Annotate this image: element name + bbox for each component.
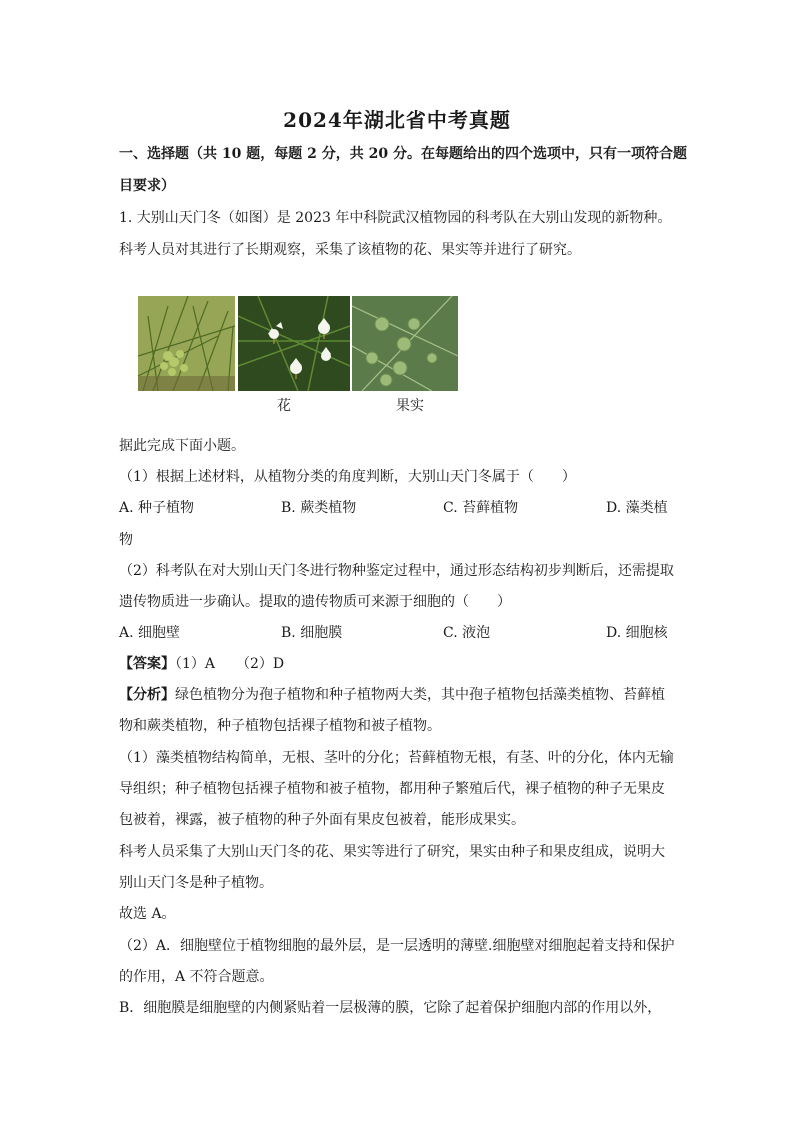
option-d: D. 藻类植 xyxy=(606,500,668,516)
section-heading: 一、选择题（共 10 题，每题 2 分，共 20 分。在每题给出的四个选项中，只有一项符合题 xyxy=(119,146,687,162)
option-c: C. 苔藓植物 xyxy=(443,500,519,516)
option-a: A. 细胞壁 xyxy=(119,625,181,641)
fruit-caption: 果实 xyxy=(396,398,424,414)
explain-paragraph: 包被着，裸露，被子植物的种子外面有果皮包被着，能形成果实。 xyxy=(119,812,525,828)
page-title: 2024年湖北省中考真题 xyxy=(283,108,511,132)
answer-line xyxy=(119,654,679,674)
plant-habit-photo xyxy=(138,296,235,391)
analysis-tag: 【分析】 xyxy=(119,687,175,703)
explain-paragraph: 科考人员采集了大别山天门冬的花、果实等进行了研究，果实由种子和果皮组成，说明大 xyxy=(119,844,665,860)
option-b: B. 细胞膜 xyxy=(281,625,343,641)
explain-paragraph: B．细胞膜是细胞壁的内侧紧贴着一层极薄的膜，它除了起着保护细胞内部的作用以外， xyxy=(119,1000,662,1016)
conclusion-text: 故选 A。 xyxy=(119,906,176,922)
analysis-line xyxy=(119,685,679,705)
explain-paragraph: （1）藻类植物结构简单，无根、茎叶的分化；苔藓植物无根，有茎、叶的分化，体内无输 xyxy=(119,750,674,766)
option-d: D. 细胞核 xyxy=(606,625,668,641)
flower-caption: 花 xyxy=(277,398,291,414)
option-d-wrap: 物 xyxy=(119,532,133,548)
flower-photo xyxy=(238,296,350,391)
question-1-stem-cont: 科考人员对其进行了长期观察，采集了该植物的花、果实等并进行了研究。 xyxy=(119,242,581,258)
answer-tag: 【答案】 xyxy=(119,656,175,672)
option-a: A. 种子植物 xyxy=(119,500,195,516)
explain-paragraph: 的作用，A 不符合题意。 xyxy=(119,969,274,985)
sub-question-2-cont: 遗传物质进一步确认。提取的遗传物质可来源于细胞的（ ） xyxy=(119,594,511,610)
question-1-stem: 1. 大别山天门冬（如图）是 2023 年中科院武汉植物园的科考队在大别山发现的新物种。 xyxy=(119,210,672,226)
explain-paragraph: 别山天门冬是种子植物。 xyxy=(119,875,273,891)
sub-question-2: （2）科考队在对大别山天门冬进行物种鉴定过程中，通过形态结构初步判断后，还需提取 xyxy=(119,563,674,579)
fruit-photo xyxy=(352,296,458,391)
section-heading-cont: 目要求） xyxy=(119,178,175,194)
plant-figure xyxy=(138,296,458,391)
sub-question-1: （1）根据上述材料，从植物分类的角度判断，大别山天门冬属于（ ） xyxy=(119,469,576,485)
explain-paragraph: 导组织；种子植物包括裸子植物和被子植物，都用种子繁殖后代，裸子植物的种子无果皮 xyxy=(119,781,665,797)
answer-text: （1）A （2）D xyxy=(175,656,285,672)
analysis-text: 绿色植物分为孢子植物和种子植物两大类，其中孢子植物包括藻类植物、苔藓植 xyxy=(175,687,665,703)
option-c: C. 液泡 xyxy=(443,625,491,641)
explain-paragraph: （2）A．细胞壁位于植物细胞的最外层，是一层透明的薄壁.细胞壁对细胞起着支持和保护 xyxy=(119,938,675,954)
analysis-text-cont: 物和蕨类植物，种子植物包括裸子植物和被子植物。 xyxy=(119,718,441,734)
intro-text: 据此完成下面小题。 xyxy=(119,438,245,454)
option-b: B. 蕨类植物 xyxy=(281,500,357,516)
